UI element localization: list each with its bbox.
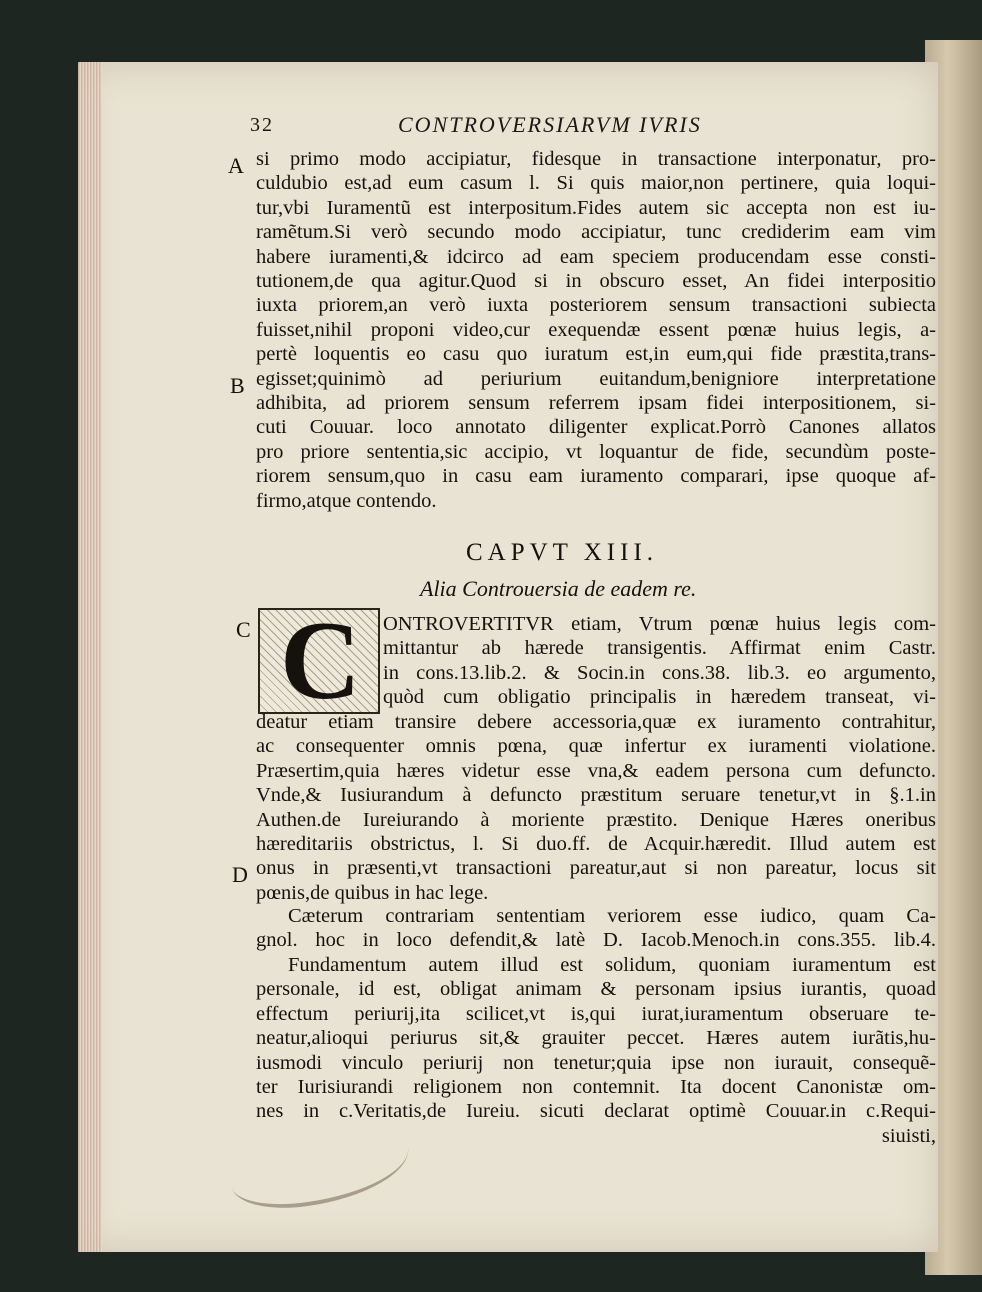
text-line: mittantur ab hærede transigentis. Affirmat enim Castr. — [383, 637, 936, 660]
text-line: iusmodi vinculo periurij non tenetur;quia ipse non iurauit, consequẽ- — [256, 1051, 936, 1074]
text-line: tutionem,de qua agitur.Quod si in obscuro esset, An fidei interpositio — [256, 270, 936, 293]
text-line: deatur etiam transire debere accessoria,quæ ex iuramento contrahitur, — [256, 711, 936, 733]
text-line: adhibita, ad priorem sensum referrem ipsam fidei interpositionem, si- — [256, 392, 936, 415]
text-line: onus in præsenti,vt transactioni pareatur,aut si non pareatur, locus sit — [256, 857, 936, 880]
text-line: ONTROVERTITVR etiam, Vtrum pœnæ huius legis com- — [383, 613, 936, 635]
running-head — [250, 112, 810, 142]
text-line: riorem sensum,quo in casu eam iuramento comparari, ipse quoque af- — [256, 465, 936, 488]
text-line: personale, id est, obligat animam & personam ipsius iurantis, quoad — [256, 978, 936, 1001]
chapter-subtitle: Alia Controuersia de eadem re. — [420, 576, 697, 601]
text-line: neatur,alioqui periurus sit,& grauiter peccet. Hæres autem iurãtis,hu- — [256, 1027, 936, 1050]
chapter-title: CAPVT XIII. — [466, 539, 659, 566]
text-line: gnol. hoc in loco defendit,& latè D. Iacob.Menoch.in cons.355. lib.4. — [256, 929, 936, 952]
margin-letter-d: D — [232, 862, 248, 887]
text-line: cuti Couuar. loco annotato diligenter explicat.Porrò Canones allatos — [256, 416, 936, 439]
running-title: CONTROVERSIARVM IVRIS — [398, 112, 702, 137]
page-gutter — [78, 62, 102, 1252]
text-line: ac consequenter omnis pœna, quæ infertur ex iuramenti violatione. — [256, 735, 936, 758]
text-line: in cons.13.lib.2. & Socin.in cons.38. lib.3. eo argumento, — [383, 661, 936, 684]
text-line: Authen.de Iureiurando à moriente præstito. Denique Hæres oneribus — [256, 808, 936, 831]
text-line: tur,vbi Iuramentũ est interpositum.Fides autem sic accepta non est iu- — [256, 196, 936, 219]
initial-letter: C — [280, 599, 361, 723]
text-line: hæreditariis obstrictus, l. Si duo.ff. de Acquir.hæredit. Illud autem est — [256, 833, 936, 856]
text-line: effectum periurij,ita scilicet,vt is,qui iurat,iuramentum obseruare te- — [256, 1002, 936, 1025]
text-line: Vnde,& Iusiurandum à defuncto præstitum seruare tenetur,vt in §.1.in — [256, 784, 936, 807]
text-line: pœnis,de quibus in hac lege. — [256, 881, 489, 904]
text-line: pro priore sententia,sic accipio, vt loquantur de fide, secundùm poste- — [256, 440, 936, 463]
text-line: Cæterum contrariam sententiam veriorem esse iudico, quam Ca- — [288, 905, 936, 927]
text-line: culdubio est,ad eum casum l. Si quis maior,non pertinere, quia loqui- — [256, 172, 936, 195]
margin-letter-c: C — [236, 617, 251, 642]
text-line: ramẽtum.Si verò secundo modo accipiatur, tunc crediderim eam vim — [256, 221, 936, 244]
text-line: habere iuramenti,& idcirco ad eam speciem producendam esse consti- — [256, 245, 936, 268]
margin-letter-a: A — [228, 153, 244, 178]
text-line: Fundamentum autem illud est solidum, quoniam iuramentum est — [288, 954, 936, 976]
text-line: iuxta priorem,an verò iuxta posteriorem sensum transactioni subiecta — [256, 294, 936, 317]
text-line: egisset;quinimò ad periurium euitandum,benigniore interpretatione — [256, 367, 936, 390]
paragraph-2-beside-initial — [383, 612, 936, 710]
text-line: fuisset,nihil proponi video,cur exequendæ essent pœnæ huius legis, a- — [256, 318, 936, 341]
text-line: quòd cum obligatio principalis in hæredem transeat, vi- — [383, 686, 936, 709]
paragraph-1 — [256, 147, 936, 513]
catchword: siuisti, — [881, 1124, 936, 1147]
text-line: nes in c.Veritatis,de Iureiu. sicuti declarat optimè Couuar.in c.Requi- — [256, 1100, 936, 1123]
text-line: pertè loquentis eo casu quo iuratum est,in eum,qui fide præstita,trans- — [256, 343, 936, 366]
text-line: firmo,atque contendo. — [256, 489, 437, 512]
margin-letter-b: B — [230, 373, 245, 398]
paragraph-4 — [256, 953, 936, 1148]
text-line: Præsertim,quia hæres videtur esse vna,& eadem persona cum defuncto. — [256, 759, 936, 782]
paragraph-2 — [256, 710, 936, 905]
page-number: 32 — [250, 114, 274, 136]
text-line: si primo modo accipiatur, fidesque in transactione interponatur, pro- — [256, 148, 936, 170]
text-line: ter Iurisiurandi religionem non contemnit. Ita docent Canonistæ om- — [256, 1076, 936, 1099]
decorated-initial — [258, 599, 380, 723]
paragraph-3 — [256, 904, 936, 953]
